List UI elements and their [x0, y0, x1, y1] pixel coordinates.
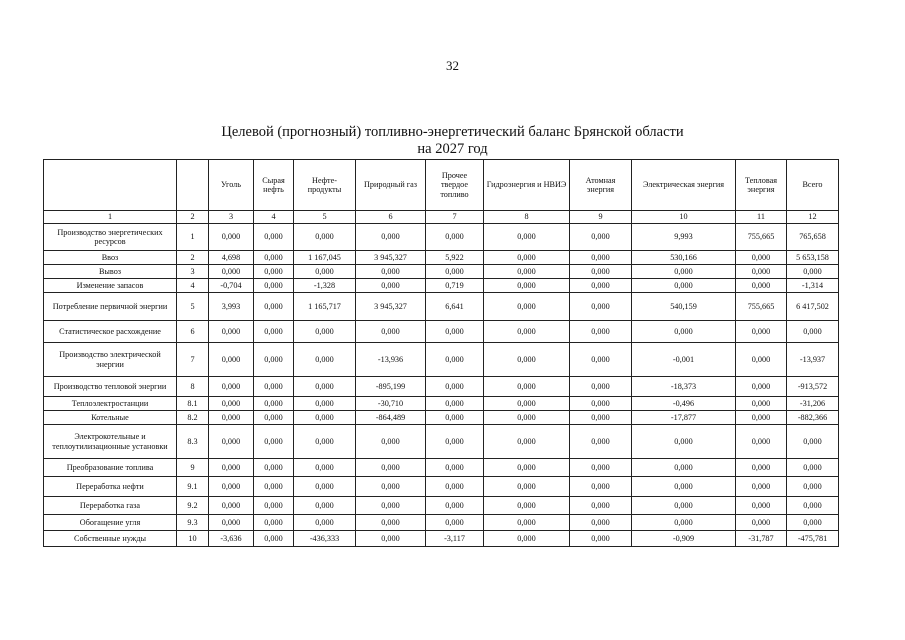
table-cell: 0,000 [736, 425, 787, 459]
table-cell: 0,000 [254, 279, 294, 293]
table-cell: 0,000 [426, 425, 484, 459]
table-cell: 3,993 [209, 293, 254, 321]
column-number: 7 [426, 211, 484, 224]
table-cell: -1,328 [294, 279, 356, 293]
table-row [44, 279, 839, 293]
table-cell: 0,000 [209, 321, 254, 343]
row-label: Потребление первичной энергии [44, 293, 177, 321]
table-cell: 0,000 [356, 531, 426, 547]
table-cell: 6,641 [426, 293, 484, 321]
table-cell: 0,000 [736, 397, 787, 411]
table-cell: 0,000 [484, 279, 570, 293]
table-cell: 0,000 [254, 293, 294, 321]
table-cell: -31,787 [736, 531, 787, 547]
table-cell: 0,000 [294, 321, 356, 343]
table-row [44, 459, 839, 477]
table-cell: 0,000 [294, 224, 356, 251]
row-label: Производство энергетических ресурсов [44, 224, 177, 251]
table-cell: 5 653,158 [787, 251, 839, 265]
table-cell: 0,000 [426, 265, 484, 279]
row-label: Электрокотельные и теплоутилизационные установки [44, 425, 177, 459]
table-cell: 0,000 [209, 515, 254, 531]
column-number: 9 [570, 211, 632, 224]
table-cell: 0,000 [484, 224, 570, 251]
table-cell: 0,000 [787, 497, 839, 515]
table-cell: -13,937 [787, 343, 839, 377]
row-label: Статистическое расхождение [44, 321, 177, 343]
row-label: Производство электрической энергии [44, 343, 177, 377]
row-label: Переработка газа [44, 497, 177, 515]
table-cell: 0,719 [426, 279, 484, 293]
table-cell: -475,781 [787, 531, 839, 547]
table-cell: 0,000 [570, 293, 632, 321]
table-cell: 0,000 [356, 497, 426, 515]
table-cell: 1 167,045 [294, 251, 356, 265]
table-cell: 0,000 [632, 497, 736, 515]
table-cell: 0,000 [736, 497, 787, 515]
table-cell: -0,001 [632, 343, 736, 377]
table-row [44, 397, 839, 411]
row-label: Изменение запасов [44, 279, 177, 293]
table-cell: 0,000 [254, 343, 294, 377]
table-cell: 0,000 [356, 279, 426, 293]
table-cell: -3,117 [426, 531, 484, 547]
table-cell: 0,000 [570, 397, 632, 411]
table-body [44, 160, 839, 547]
row-label: Вывоз [44, 265, 177, 279]
table-cell: 0,000 [426, 377, 484, 397]
table-cell: 765,658 [787, 224, 839, 251]
row-code: 9.3 [177, 515, 209, 531]
column-number-row [44, 211, 839, 224]
row-code: 9.1 [177, 477, 209, 497]
table-cell: 0,000 [484, 293, 570, 321]
row-code: 4 [177, 279, 209, 293]
table-cell: 0,000 [209, 397, 254, 411]
table-cell: 0,000 [736, 477, 787, 497]
table-cell: 0,000 [632, 515, 736, 531]
column-number: 8 [484, 211, 570, 224]
title-line-1: Целевой (прогнозный) топливно-энергетический баланс Брянской области [221, 124, 684, 140]
table-cell: 0,000 [426, 411, 484, 425]
column-header: Всего [787, 160, 839, 211]
table-row [44, 343, 839, 377]
table-cell: 0,000 [570, 531, 632, 547]
table-cell: 0,000 [294, 477, 356, 497]
table-cell: 0,000 [254, 497, 294, 515]
table-cell: 0,000 [254, 397, 294, 411]
table-cell: 0,000 [294, 343, 356, 377]
column-header: Природный газ [356, 160, 426, 211]
table-cell: 3 945,327 [356, 293, 426, 321]
table-cell: 0,000 [570, 459, 632, 477]
table-cell: 0,000 [736, 343, 787, 377]
table-cell: -882,366 [787, 411, 839, 425]
table-cell: 0,000 [209, 411, 254, 425]
column-number: 4 [254, 211, 294, 224]
table-cell: 0,000 [356, 425, 426, 459]
table-cell: 755,665 [736, 293, 787, 321]
table-cell: 0,000 [209, 459, 254, 477]
column-header: Нефте-продукты [294, 160, 356, 211]
table-cell: 0,000 [484, 343, 570, 377]
table-cell: 0,000 [787, 321, 839, 343]
table-cell: 0,000 [254, 531, 294, 547]
table-cell: 0,000 [484, 497, 570, 515]
table-cell: -864,489 [356, 411, 426, 425]
table-cell: 0,000 [570, 321, 632, 343]
table-cell: 0,000 [254, 224, 294, 251]
table-row [44, 377, 839, 397]
table-cell: 4,698 [209, 251, 254, 265]
table-row [44, 224, 839, 251]
table-cell: 5,922 [426, 251, 484, 265]
table-cell: 755,665 [736, 224, 787, 251]
table-row [44, 425, 839, 459]
table-cell: 0,000 [294, 497, 356, 515]
table-cell: 0,000 [632, 477, 736, 497]
table-cell: 0,000 [209, 477, 254, 497]
table-cell: -18,373 [632, 377, 736, 397]
table-cell: 0,000 [570, 411, 632, 425]
table-cell: 0,000 [736, 265, 787, 279]
table-cell: -913,572 [787, 377, 839, 397]
table-cell: -3,636 [209, 531, 254, 547]
table-cell: 0,000 [254, 377, 294, 397]
table-cell: 0,000 [209, 265, 254, 279]
table-cell: 0,000 [484, 397, 570, 411]
column-number: 5 [294, 211, 356, 224]
row-code: 6 [177, 321, 209, 343]
table-cell: 0,000 [736, 251, 787, 265]
table-cell: 0,000 [426, 343, 484, 377]
row-code: 3 [177, 265, 209, 279]
table-cell: 0,000 [356, 265, 426, 279]
column-header: Тепловая энергия [736, 160, 787, 211]
table-cell: 0,000 [254, 265, 294, 279]
table-cell: 0,000 [484, 477, 570, 497]
table-cell: 0,000 [787, 425, 839, 459]
table-cell: 0,000 [254, 425, 294, 459]
table-cell: 0,000 [426, 397, 484, 411]
table-cell: 0,000 [426, 477, 484, 497]
column-number: 10 [632, 211, 736, 224]
table-cell: 0,000 [632, 459, 736, 477]
table-cell: 0,000 [570, 515, 632, 531]
column-header: Атомная энергия [570, 160, 632, 211]
table-cell: -0,909 [632, 531, 736, 547]
table-row [44, 293, 839, 321]
row-label: Котельные [44, 411, 177, 425]
table-cell: 0,000 [294, 425, 356, 459]
column-number: 2 [177, 211, 209, 224]
table-cell: 0,000 [294, 515, 356, 531]
column-number: 1 [44, 211, 177, 224]
table-row [44, 497, 839, 515]
table-cell: 0,000 [570, 343, 632, 377]
table-cell: 0,000 [254, 459, 294, 477]
table-cell: 0,000 [254, 251, 294, 265]
table-cell: 0,000 [736, 377, 787, 397]
table-cell: 530,166 [632, 251, 736, 265]
table-cell: 0,000 [484, 377, 570, 397]
table-cell: 0,000 [736, 279, 787, 293]
table-cell: -13,936 [356, 343, 426, 377]
table-cell: 0,000 [356, 515, 426, 531]
column-header: Прочее твердое топливо [426, 160, 484, 211]
table-cell: 0,000 [254, 321, 294, 343]
table-cell: 6 417,502 [787, 293, 839, 321]
row-label: Собственные нужды [44, 531, 177, 547]
column-header: Уголь [209, 160, 254, 211]
row-code: 7 [177, 343, 209, 377]
table-cell: 0,000 [426, 497, 484, 515]
column-header [177, 160, 209, 211]
table-cell: 0,000 [294, 411, 356, 425]
table-cell: 0,000 [254, 515, 294, 531]
row-code: 2 [177, 251, 209, 265]
table-cell: 0,000 [736, 411, 787, 425]
table-cell: 0,000 [209, 224, 254, 251]
table-cell: 0,000 [484, 251, 570, 265]
table-cell: 0,000 [484, 459, 570, 477]
table-cell: 0,000 [294, 377, 356, 397]
row-label: Переработка нефти [44, 477, 177, 497]
table-row [44, 251, 839, 265]
table-cell: 0,000 [570, 251, 632, 265]
row-code: 9 [177, 459, 209, 477]
table-row [44, 515, 839, 531]
row-code: 8.3 [177, 425, 209, 459]
table-row [44, 531, 839, 547]
table-cell: 0,000 [632, 279, 736, 293]
table-cell: 0,000 [254, 477, 294, 497]
document-title [0, 124, 905, 158]
column-number: 3 [209, 211, 254, 224]
table-cell: 0,000 [426, 459, 484, 477]
table-cell: -436,333 [294, 531, 356, 547]
table-row [44, 477, 839, 497]
table-cell: 0,000 [787, 265, 839, 279]
column-header [44, 160, 177, 211]
table-cell: 0,000 [632, 265, 736, 279]
table-cell: 0,000 [484, 265, 570, 279]
table-cell: 0,000 [356, 459, 426, 477]
table-cell: 0,000 [570, 477, 632, 497]
table-cell: 0,000 [632, 321, 736, 343]
table-cell: 0,000 [209, 497, 254, 515]
table-cell: -0,496 [632, 397, 736, 411]
row-code: 8.1 [177, 397, 209, 411]
row-code: 8.2 [177, 411, 209, 425]
table-cell: 0,000 [787, 477, 839, 497]
table-cell: 0,000 [570, 377, 632, 397]
table-cell: 0,000 [570, 224, 632, 251]
table-cell: 0,000 [356, 477, 426, 497]
table-row [44, 321, 839, 343]
table-cell: 0,000 [736, 459, 787, 477]
table-cell: 0,000 [426, 515, 484, 531]
header-row [44, 160, 839, 211]
row-code: 8 [177, 377, 209, 397]
table-cell: 0,000 [209, 343, 254, 377]
table-cell: 9,993 [632, 224, 736, 251]
row-code: 5 [177, 293, 209, 321]
title-line-2: на 2027 год [417, 141, 488, 157]
page-number: 32 [446, 58, 459, 73]
table-cell: 0,000 [294, 459, 356, 477]
table-cell: -17,877 [632, 411, 736, 425]
table-cell: 0,000 [484, 425, 570, 459]
row-label: Преобразование топлива [44, 459, 177, 477]
table-cell: 0,000 [484, 321, 570, 343]
table-cell: 0,000 [254, 411, 294, 425]
table-cell: -31,206 [787, 397, 839, 411]
table-cell: 3 945,327 [356, 251, 426, 265]
row-code: 9.2 [177, 497, 209, 515]
table-cell: 0,000 [484, 531, 570, 547]
table-cell: 1 165,717 [294, 293, 356, 321]
column-header: Гидроэнергия и НВИЭ [484, 160, 570, 211]
row-label: Производство тепловой энергии [44, 377, 177, 397]
table-cell: 0,000 [209, 377, 254, 397]
table-cell: 0,000 [294, 397, 356, 411]
column-header: Электрическая энергия [632, 160, 736, 211]
table-cell: -1,314 [787, 279, 839, 293]
table-row [44, 265, 839, 279]
table-cell: 0,000 [570, 265, 632, 279]
table-cell: 0,000 [787, 459, 839, 477]
row-code: 10 [177, 531, 209, 547]
table-cell: 0,000 [632, 425, 736, 459]
table-row [44, 411, 839, 425]
table-cell: -0,704 [209, 279, 254, 293]
table-cell: 0,000 [570, 497, 632, 515]
row-code: 1 [177, 224, 209, 251]
table-cell: 0,000 [356, 321, 426, 343]
table-cell: 0,000 [484, 411, 570, 425]
table-cell: 0,000 [570, 425, 632, 459]
table-cell: 540,159 [632, 293, 736, 321]
column-number: 6 [356, 211, 426, 224]
table-cell: 0,000 [209, 425, 254, 459]
row-label: Теплоэлектростанции [44, 397, 177, 411]
table-cell: 0,000 [484, 515, 570, 531]
table-cell: 0,000 [787, 515, 839, 531]
table-cell: 0,000 [426, 224, 484, 251]
table-cell: 0,000 [570, 279, 632, 293]
table-cell: 0,000 [356, 224, 426, 251]
row-label: Обогащение угля [44, 515, 177, 531]
table-cell: -895,199 [356, 377, 426, 397]
table-cell: 0,000 [736, 321, 787, 343]
table-cell: 0,000 [426, 321, 484, 343]
table-cell: 0,000 [736, 515, 787, 531]
column-number: 12 [787, 211, 839, 224]
table-cell: 0,000 [294, 265, 356, 279]
column-header: Сырая нефть [254, 160, 294, 211]
row-label: Ввоз [44, 251, 177, 265]
energy-balance-table [43, 159, 839, 547]
table-cell: -30,710 [356, 397, 426, 411]
column-number: 11 [736, 211, 787, 224]
